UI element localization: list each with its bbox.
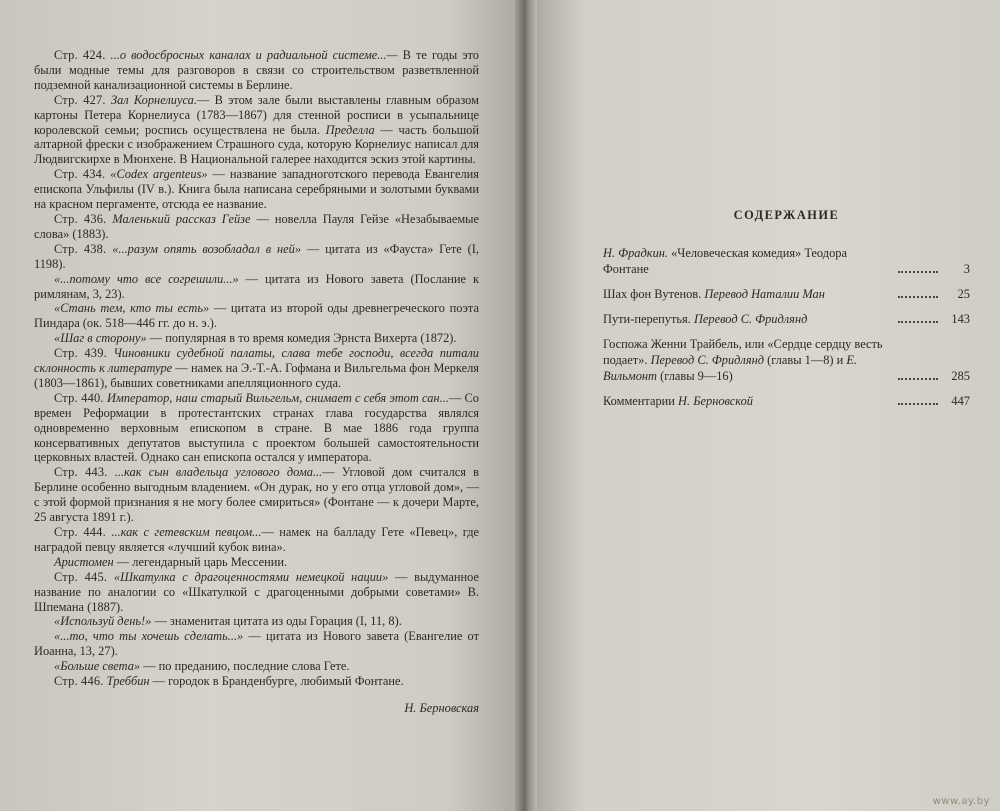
italic-text: Зал Корнелиуса. <box>110 92 197 107</box>
italic-text: ...как сын владельца углового дома... <box>114 465 323 480</box>
toc-entry-title <box>603 336 894 384</box>
commentary-note <box>34 570 479 615</box>
table-of-contents <box>603 245 970 409</box>
commentary-note <box>34 525 479 555</box>
plain-text: — намек на балладу Гете «Певец», где наградой певцу является «лучший кубок вина». <box>34 525 480 554</box>
toc-entry-title <box>603 311 894 327</box>
plain-text: — знаменитая цитата из оды Горация (I, 11, 8). <box>151 614 402 629</box>
right-page <box>537 0 1000 811</box>
plain-text: Комментарии <box>603 394 679 408</box>
plain-text: — по преданию, последние слова Гете. <box>140 659 350 674</box>
italic-text: Маленький рассказ Гейзе <box>112 211 251 226</box>
plain-text: — легендарный царь Мессении. <box>113 554 288 569</box>
toc-entry-title <box>603 245 894 277</box>
italic-text: Перевод С. Фридлянд <box>693 312 808 326</box>
page-reference: Стр. 427. <box>54 92 106 107</box>
plain-text: — название западноготского перевода Евангелия епископа Ульфилы (IV в.). Книга была написана серебряными и золотыми буквами на красном пергаменте, отсюда ее название. <box>34 167 479 212</box>
italic-text: Н. Берновской <box>678 394 753 408</box>
italic-text: «Codex argenteus» <box>110 167 208 182</box>
page-reference: Стр. 438. <box>54 241 107 256</box>
page-reference: Стр. 434. <box>54 167 106 182</box>
toc-leader-dots <box>898 296 938 298</box>
commentary-notes <box>34 48 479 689</box>
italic-text: «Шкатулка с драгоценностями немецкой нации» <box>113 569 389 584</box>
toc-leader-dots <box>898 271 938 273</box>
plain-text: — цитата из «Фауста» Гете (I, 1198). <box>34 241 479 271</box>
commentary-note <box>34 555 479 570</box>
page-reference: Стр. 444. <box>54 525 106 539</box>
page-reference: Стр. 440. <box>54 390 104 405</box>
plain-text: Шах фон Вутенов. <box>603 287 705 301</box>
commentary-note <box>34 48 479 93</box>
plain-text: — новелла Пауля Гейзе «Незабываемые слова» (1883). <box>34 211 479 241</box>
plain-text: — цитата из второй оды древнегреческого поэта Пиндара (ок. 518—446 гг. до н. э.). <box>34 301 479 331</box>
plain-text: (главы 1—8) и <box>764 353 847 367</box>
italic-text: Перевод С. Фридлянд <box>650 353 764 367</box>
plain-text: — намек на Э.-Т.-А. Гофмана и Вильгельма фон Меркеля (1803—1861), бывших советниками апелляционного суда. <box>34 361 479 390</box>
toc-leader-dots <box>898 321 938 323</box>
commentary-note <box>34 659 479 674</box>
page-reference: Стр. 443. <box>54 465 108 480</box>
book-gutter <box>515 0 537 811</box>
plain-text: «Человеческая комедия» Теодора Фонтане <box>603 246 847 276</box>
toc-page-number: 25 <box>957 287 970 301</box>
plain-text: В те годы это были модные темы для разговоров в связи со строительством разветвленной подземной канализационной системы в Берлине. <box>34 48 479 92</box>
page-reference: Стр. 436. <box>54 211 107 226</box>
italic-text: «...потому что все согрешили...» <box>54 271 239 286</box>
commentary-note <box>34 301 479 331</box>
plain-text: — цитата из Нового завета (Евангелие от Иоанна, 13, 27). <box>34 629 479 659</box>
commentary-signature: Н. Берновская <box>404 700 479 715</box>
plain-text: — городок в Бранденбурге, любимый Фонтане. <box>149 674 404 689</box>
italic-text: Император, наш старый Вильгельм, снимает с себя этот сан... <box>106 390 449 405</box>
toc-entry <box>603 336 970 384</box>
italic-text: «Стань тем, кто ты есть» <box>54 301 210 316</box>
italic-text: «...то, что ты хочешь сделать...» <box>54 629 244 644</box>
toc-entry <box>603 393 970 409</box>
commentary-note <box>34 674 479 689</box>
commentary-note <box>34 391 479 466</box>
toc-page-number: 447 <box>951 394 970 408</box>
plain-text: — Угловой дом считался в Берлине особенно выгодным владением. «Он дурак, но у его отца угловой дом», — с этой формой признания я не могу более смириться» (Фонтане — к дочери Марте, 25 августа 1891 г.). <box>34 465 479 525</box>
italic-text: ...как с гетевским певцом... <box>111 525 262 539</box>
page-reference: Стр. 445. <box>54 569 108 584</box>
italic-text: Аристомен <box>54 554 114 569</box>
commentary-note <box>34 346 479 391</box>
toc-entry <box>603 311 970 327</box>
commentary-note <box>34 629 479 659</box>
commentary-note <box>34 331 479 346</box>
commentary-note <box>34 272 479 302</box>
commentary-note <box>34 614 479 629</box>
plain-text: — цитата из Нового завета (Послание к римлянам, 3, 23). <box>34 271 479 301</box>
plain-text: Госпожа Женни Трайбель, или «Сердце сердцу весть подает». <box>603 337 883 367</box>
plain-text: — часть большой алтарной фрески с изображением Страшного суда, которую Корнелиус написал для Людвигскирхе в Мюнхене. В Национальной галерее находится эскиз этой картины. <box>34 122 479 167</box>
watermark-text: www.ay.by <box>932 796 990 807</box>
plain-text: — выдуманное название по аналогии со «Шкатулкой с драгоценными добрыми советами» В. Шпемана (1887). <box>34 569 479 614</box>
toc-page-number: 285 <box>951 369 970 383</box>
toc-entry <box>603 245 970 277</box>
italic-text: Треббин <box>106 674 150 689</box>
plain-text: — популярная в то время комедия Эрнста Вихерта (1872). <box>146 331 457 346</box>
toc-page-number: 3 <box>963 262 970 276</box>
commentary-note <box>34 212 479 242</box>
plain-text: — В этом зале были выставлены главным образом картоны Петера Корнелиуса (1783—1867) для стенной росписи в усыпальнице королевской семьи; роспись осуществлена не была. <box>34 92 479 137</box>
italic-text: Чиновники судебной палаты, слава тебе господи, всегда питали склонность к литературе <box>34 346 479 376</box>
commentary-note <box>34 242 479 272</box>
toc-page-number: 143 <box>951 312 970 326</box>
plain-text: Пути-перепутья. <box>603 312 694 326</box>
italic-text: «Шаг в сторону» <box>54 331 147 346</box>
toc-title: СОДЕРЖАНИЕ <box>733 208 840 222</box>
italic-text: Пределла <box>325 122 375 137</box>
plain-text: — Со времен Реформации в протестантских странах глава государства являлся одновременно верховным епископом в стране. В мае 1886 года группа консервативных депутатов выступила с проектом большей самостоятельности церковных властей. Однако сан епископа остался у императора. <box>34 390 480 465</box>
plain-text: (главы 9—16) <box>657 369 733 383</box>
italic-text: «Используй день!» <box>54 614 152 629</box>
toc-entry-title <box>603 286 894 302</box>
commentary-note <box>34 167 479 212</box>
toc-leader-dots <box>898 378 938 380</box>
italic-text: Н. Фрадкин. <box>603 246 669 260</box>
toc-entry-title <box>603 393 894 409</box>
toc-leader-dots <box>898 403 938 405</box>
toc-entry <box>603 286 970 302</box>
commentary-note <box>34 93 479 168</box>
italic-text: «...разум опять возобладал в ней» <box>112 241 302 256</box>
italic-text: Перевод Наталии Ман <box>704 287 825 301</box>
page-reference: Стр. 424. <box>54 48 106 62</box>
commentary-note <box>34 465 479 525</box>
italic-text: ...о водосбросных каналах и радиальной системе...— <box>110 48 398 62</box>
page-reference: Стр. 446. <box>54 674 104 689</box>
italic-text: Е. Вильмонт <box>603 353 858 383</box>
italic-text: «Больше света» <box>54 659 141 674</box>
page-reference: Стр. 439. <box>54 346 107 361</box>
